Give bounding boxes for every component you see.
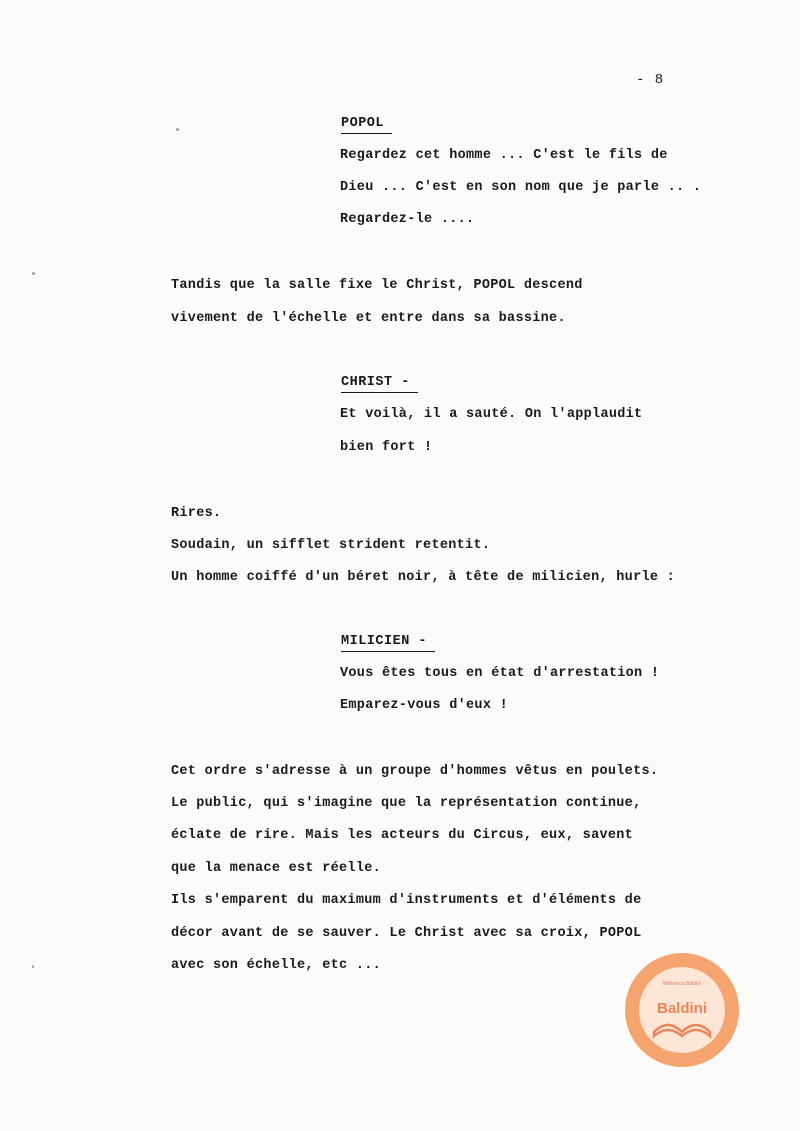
dialogue-line: bien fort ! xyxy=(340,440,433,455)
dialogue-line: Emparez-vous d'eux ! xyxy=(340,698,509,713)
stage-direction-line: que la menace est réelle. xyxy=(171,861,382,876)
dialogue-line: Regardez cet homme ... C'est le fils de xyxy=(340,148,668,163)
page-speck xyxy=(176,128,179,131)
speaker-name: POPOL xyxy=(341,116,392,134)
stage-direction-line: Soudain, un sifflet strident retentit. xyxy=(171,538,491,553)
page-speck xyxy=(32,965,34,968)
dialogue-line: Et voilà, il a sauté. On l'applaudit xyxy=(340,407,643,422)
stage-direction-line: Ils s'emparent du maximum d'instruments et d'éléments de xyxy=(171,893,642,908)
page-speck xyxy=(32,272,35,275)
speaker-name: CHRIST - xyxy=(341,375,418,393)
stage-direction-line: éclate de rire. Mais les acteurs du Circus, eux, savent xyxy=(171,828,634,843)
page-number: - 8 xyxy=(636,72,665,88)
dialogue-line: Dieu ... C'est en son nom que je parle .. . xyxy=(340,180,702,195)
stage-direction-line: décor avant de se sauver. Le Christ avec sa croix, POPOL xyxy=(171,926,642,941)
stage-direction-line: Le public, qui s'imagine que la représentation continue, xyxy=(171,796,642,811)
speaker-name: MILICIEN - xyxy=(341,634,435,652)
library-stamp-logo xyxy=(624,952,740,1068)
stage-direction-line: vivement de l'échelle et entre dans sa bassine. xyxy=(171,311,566,326)
stage-direction-line: Cet ordre s'adresse à un groupe d'hommes vêtus en poulets. xyxy=(171,764,659,779)
stage-direction-line: Tandis que la salle fixe le Christ, POPOL descend xyxy=(171,278,583,293)
stage-direction-line: avec son échelle, etc ... xyxy=(171,958,382,973)
dialogue-line: Vous êtes tous en état d'arrestation ! xyxy=(340,666,660,681)
stamp-name: Baldini xyxy=(656,1000,708,1017)
stage-direction-line: Rires. xyxy=(171,506,222,521)
stamp-top-text: Biblioteca Baldini xyxy=(662,981,702,987)
dialogue-line: Regardez-le .... xyxy=(340,212,475,227)
stage-direction-line: Un homme coiffé d'un béret noir, à tête de milicien, hurle : xyxy=(171,570,676,585)
